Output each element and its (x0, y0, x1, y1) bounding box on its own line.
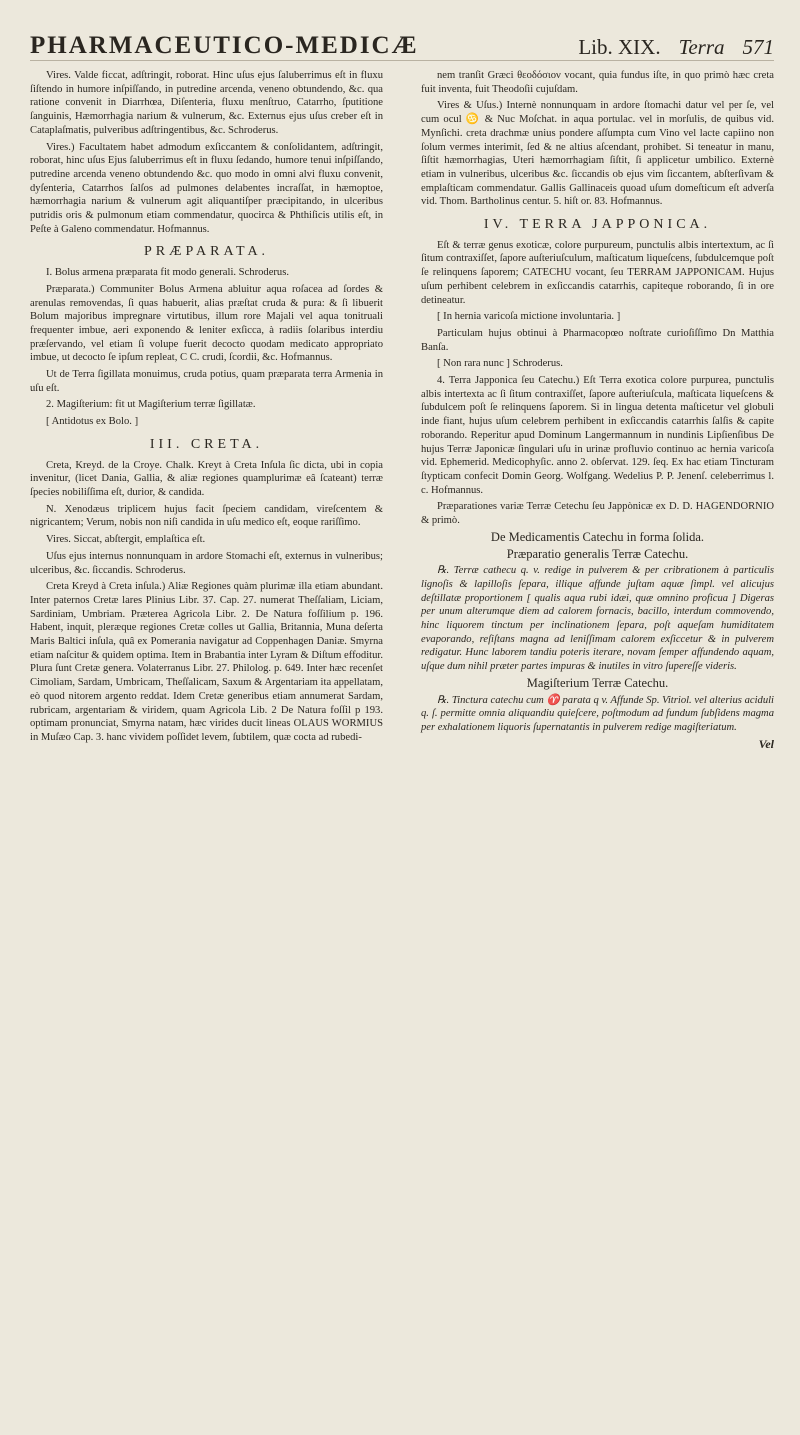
catchword: Vel (758, 736, 774, 751)
paragraph: Creta Kreyd à Creta inſula.) Aliæ Regiones quàm plurimæ illa etiam abundant. Inter paternos Cretæ lares Plinius Libr. 37. Cap. 27. numerat Theſſaliam, Liciam, Sardiniam, Umbriam. Præterea Agricola Libr. 2. De Natura foſſilium p. 196. Habent, inquit, pleræque regiones Cretæ colles ut Gallia, Britannia, Muna deſerta Maris Baltici inſula, quâ ex Pomerania navigatur ad Coppenhagen Daniæ. Smyrna etiam naſcitur & quidem optima. Item in Brabantia inter Lyram & Diſtum effoditur. Plura ſunt Cretæ genera. Volaterranus Libr. 27. Philolog. p. 649. Inter hæc recenſet Cimoliam, Sardam, Umbricam, Theſſalicam, Saxum & Argentariam ita appellatam, eò quod nitorem argento reddat. Idem Cretæ generibus etiam annumerat Sardam, rubricam, argentariam & viridem, quam Agricola Lib. 2 De Natura foſſil p 193. optimam pronunciat, Smyrna natam, hæc virides ducit lineas OLAUS WORMIUS in Muſæo Cap. 3. hanc vividem poſſidet levem, ſubtilem, quæ cocta ad rubedi- (30, 581, 383, 743)
section-heading: III. CRETA. (149, 436, 264, 452)
running-title: PHARMACEUTICO-MEDICÆ (30, 32, 419, 59)
paragraph: N. Xenodæus triplicem hujus facit ſpeciem candidam, vireſcentem & nigricantem; Verum, nobis non niſi candida in uſu medico eſt, eoque rariſſimo. (30, 503, 383, 529)
paragraph: Vires.) Facultatem habet admodum exſiccantem & conſolidantem, adſtringit, roborat, hinc uſus Ejus ſaluberrimus eſt in fluxu ſedando, humore tenui inſpiſſando, putredine arcenda veneno obtundendo &c. quo modo in omni alvi fluxu convenit, dyſenteria, Catarrhos ſalſos ad pulmones delabentes incraſſat, in hæmoptoe, hæmorrhagia narium & vulnerum agit aliquantiſper præcipitando, in ulceribus putridis oris & pulmonum etiam commendatur, quocirca & Phthiſicis utilis eſt, in Peſte à Galeno commendatur. Hofmannus. (30, 141, 383, 235)
paragraph: Uſus ejus internus nonnunquam in ardore Stomachi eſt, externus in vulneribus; ulceribus, &c. ſiccandis. Schroderus. (30, 550, 383, 576)
page-number: 571 (742, 35, 774, 59)
section-heading: IV. TERRA JAPPONICA. (483, 217, 712, 233)
subheading: Magiſterium Terræ Catechu. (526, 675, 669, 690)
subheading: De Medicamentis Catechu in forma ſolida. (490, 529, 705, 544)
recipe-paragraph: ℞. Tinctura catechu cum ♈ parata q v. Affunde Sp. Vitriol. vel alterius aciduli q. ſ. permitte omnia aliquandiu quieſcere, poſtmodum ad fundum ſubſidens magma per exhalationem liquoris ſupernatantis in pulverem redige magiſteriatum. (421, 694, 774, 733)
recipe-paragraph: ℞. Terræ cathecu q. v. redige in pulverem & per cribrationem à particulis lignoſis & lapilloſis ſepara, illique affunde juſtam aquæ ſimpl. vel alicujus deſtillatæ proportionem [ qualis aqua rubi idæi, quæ omnino proficua ] Digeras per unum alterumque diem ad calorem fornacis, bacillo, interdum commovendo, hinc liquorem tinctum per inclinationem ſepara, poſt aqueſam humiditatem evaporando, reſiſtans magna ad leniſſimam calorem exſiccetur & in pulverem redigatur. Hunc laborem tandiu poteris iterare, novam ſemper affundendo aquam, uſque dum nihil præter partes impuras & inutiles in vitro ſupereſſe videris. (421, 565, 774, 673)
paragraph: Vires. Valde ficcat, adſtringit, roborat. Hinc uſus ejus ſaluberrimus eſt in fluxu ſiſtendo in humore inſpiſſando, in putredine arcenda, veneno obtundendo, &c. qua ratione convenit in Diarrhœa, Diſenteria, fluxu menſtruo, Catarrho, ſputitione ſanguinis, Hæmorrhagia narium & vulnerum, &c. Externus ejus uſus creber eſt in Cataplaſmatis, pulveribus adſtringentibus, &c. Schroderus. (30, 70, 383, 136)
right-column (421, 69, 774, 754)
running-head (30, 14, 774, 61)
paragraph: Creta, Kreyd. de la Croye. Chalk. Kreyt à Creta Inſula ſic dicta, ubi in copia invenitur, (licet Dania, Gallia, & aliæ regiones quamplurimæ eâ ſcateant) terræ ſpecies nobiliſſima eſt, durior, & candida. (30, 459, 383, 498)
paragraph: Vires & Uſus.) Internè nonnunquam in ardore ſtomachi datur vel per ſe, vel cum ocul ♋ & Nuc Moſchat. in aqua portulac. vel in morſulis, de quibus vid. Mynſichi. creta drachmæ unius pondere aſſumpta cum Vino vel lacte capiino non ſolum vermes interimit, ſed & ne altius aſcendant, prohibet. Si teneatur in manu, ſiſtit hæmorrhagias, Uteri hæmorrhagiam ſiſtit, ſi applicetur umbilico. Externè etiam in vulneribus, ulceribus &c. ſiccandis ob ejus vim ſiccantem, abſterſivam & emplaſticam commendatur. Gallis Gallinaceis quoad uſum domeſticum eſt adverſa vid. Thom. Bartholinus centur. 5. hiſt or. 83. Hofmannus. (421, 100, 774, 208)
paragraph: Particulam hujus obtinui à Pharmacopœo noſtrate curioſiſſimo Dn Matthia Banſa. (421, 327, 774, 353)
paragraph: I. Bolus armena præparata fit modo generali. Schroderus. (46, 267, 289, 279)
paragraph: [ Non rara nunc ] Schroderus. (437, 358, 563, 370)
paragraph: 4. Terra Japponica ſeu Catechu.) Eſt Terra exotica colore purpurea, punctulis albis intertexta ac ſi ſitum contraxiſſet, ſapore auſteriuſcula, maſticata liqueſcens & ſubdulcem poſt ſe relinquens ſaporem. Si in lingua detenta maſticetur vel globuli inde fiant, hujus uſum celebrem perhibent in exſiccandis catarrhis ſalſis & capite roborando. Reperitur apud Dominum Langermannum in nundinis Lipſienſibus De hujus Terræ Japonicæ ſingulari uſu in urinæ profluvio continuo ac hernia varicoſa vid. Ephemerid. Medicophyſic. anno 2. obſervat. 129. ſeq. Ex hac etiam Tincturam ſtypticam confecit Domin Georg. Wolfgang. Wedelius P. P. Jenenſ. celeberrimus l. c. Hofmannus. (421, 375, 774, 496)
subheading: Præparatio generalis Terræ Catechu. (506, 546, 689, 561)
section-name: Terra (678, 35, 725, 59)
paragraph: Vires. Siccat, abſtergit, emplaſtica eſt. (46, 534, 206, 546)
running-head-right (578, 35, 774, 60)
paragraph: Ut de Terra ſigillata monuimus, cruda potius, quam præparata terra Armenia in uſu eſt. (30, 369, 383, 394)
paragraph: 2. Magiſterium: fit ut Magiſterium terræ ſigillatæ. (46, 399, 256, 411)
left-column (30, 69, 383, 754)
paragraph: nem tranſit Græci θεοδόσιον vocant, quia fundus iſte, in quo primò hæc creta fuit inventa, fuit Theodoſii cujuſdam. (421, 70, 774, 95)
section-heading: PRÆPARATA. (143, 244, 270, 260)
paragraph: [ In hernia varicoſa mictione involuntaria. ] (437, 311, 621, 323)
book-number: Lib. XIX. (578, 35, 661, 59)
text-columns (30, 69, 774, 754)
paragraph: Præparata.) Communiter Bolus Armena abluitur aqua roſacea ad ſordes & arenulas removendas, ſi quas habuerit, alias præſtat cruda & pura: & ſi libuerit Bolum majoribus impregnare virtutibus, illum rore Majali vel aqua tonitruali frequenter imbue, aeri exponendo & leniter exſicca, à radiis ſolaribus interdiu præſervando, vel etiam ſi volupe fuerit decocto quodam medicato appropriato imbue, ut decocto ſe ipſum repleat, C C. crudi, ſcordii, &c. Hofmannus. (30, 283, 383, 364)
paragraph: [ Antidotus ex Bolo. ] (46, 416, 139, 428)
paragraph: Eſt & terræ genus exoticæ, colore purpureum, punctulis albis intertextum, ac ſi ſitum contraxiſſet, ſapore auſteriuſculum, maſticatum liqueſcens, ſubdulcemque poſt ſe relinquens ſaporem; CATECHU vocant, ſeu TERRAM JAPPONICAM. Hujus uſum perhibent celebrem in exſiccandis catarrhis, capiteque roborando, ſi in ore detineatur. (421, 239, 774, 306)
paragraph: Præparationes variæ Terræ Cetechu ſeu Jappònicæ ex D. D. HAGENDORNIO & primò. (421, 501, 774, 527)
